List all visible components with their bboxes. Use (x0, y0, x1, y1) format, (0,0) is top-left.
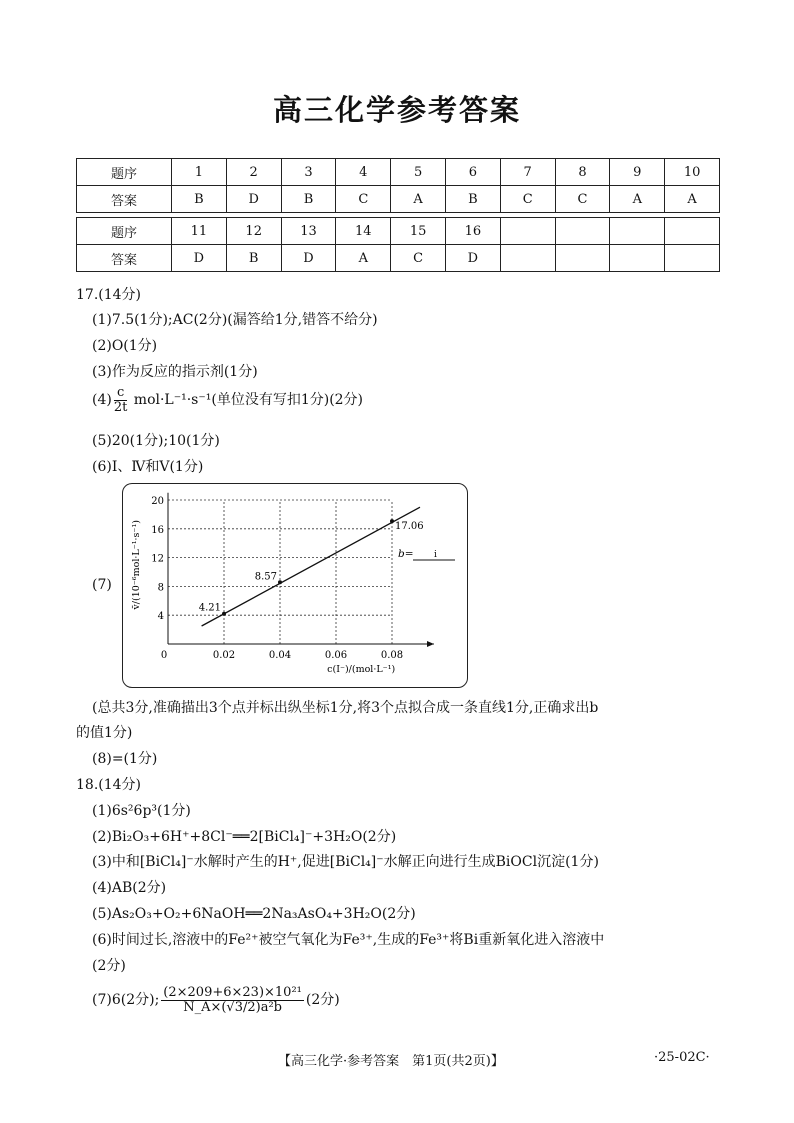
table-cell: 1 (172, 159, 227, 186)
table-cell: 2 (226, 159, 281, 186)
answer-table-1 (76, 158, 720, 213)
b-answer-mark: i (434, 550, 437, 560)
table-cell: 14 (336, 218, 391, 245)
rate-concentration-chart (123, 484, 467, 687)
table-cell (610, 218, 665, 245)
table-cell: A (665, 186, 720, 213)
q18-part-6-line-1: (6)时间过长,溶液中的Fe²⁺被空气氧化为Fe³⁺,生成的Fe³⁺将Bi重新氧化进入溶液中 (92, 932, 605, 948)
page-title: 高三化学参考答案 (272, 93, 521, 127)
table-cell: D (281, 245, 336, 272)
table-cell: A (391, 186, 446, 213)
row-label: 题序 (77, 218, 172, 245)
chart-frame (122, 483, 468, 688)
row-label: 答案 (77, 245, 172, 272)
table-cell: B (226, 245, 281, 272)
table-cell: D (226, 186, 281, 213)
y-axis-title: v̄/(10⁻⁶mol·L⁻¹·s⁻¹) (131, 520, 142, 610)
fraction-numerator: c (114, 386, 128, 401)
table-cell: A (336, 245, 391, 272)
data-point (390, 519, 394, 523)
fraction-numerator: (2×209+6×23)×10²¹ (163, 985, 302, 1000)
row-label: 题序 (77, 159, 172, 186)
fraction-denominator: 2t (113, 399, 128, 415)
table-cell: A (610, 186, 665, 213)
table-cell (665, 218, 720, 245)
y-tick-label: 4 (157, 611, 164, 623)
q17-part-5: (5)20(1分);10(1分) (92, 433, 220, 449)
table-cell (610, 245, 665, 272)
table-cell: 9 (610, 159, 665, 186)
table-cell: 7 (500, 159, 555, 186)
data-label: 4.21 (198, 602, 221, 614)
q18-part-1: (1)6s²6p³(1分) (92, 803, 191, 819)
x-tick-label: 0.04 (268, 650, 292, 661)
q18-part-7-suffix: (2分) (305, 992, 340, 1009)
q17-scoring-note-1: (总共3分,准确描出3个点并标出纵坐标1分,将3个点拟合成一条直线1分,正确求出b (92, 700, 599, 716)
table-cell (500, 245, 555, 272)
b-annotation-label: b= (398, 548, 414, 560)
q17-part-7-label: (7) (92, 577, 112, 593)
table-cell: 13 (281, 218, 336, 245)
q18-part-7 (92, 986, 340, 1014)
table-cell: 5 (391, 159, 446, 186)
table-cell: 8 (555, 159, 610, 186)
table-cell: 15 (391, 218, 446, 245)
question-17-heading: 17.(14分) (76, 287, 142, 303)
footer-page-info: 【高三化学·参考答案 第1页(共2页)】 (278, 1054, 504, 1069)
q18-part-5: (5)As₂O₃+O₂+6NaOH══2Na₃AsO₄+3H₂O(2分) (92, 906, 416, 922)
y-tick-label: 12 (151, 553, 164, 565)
table-cell: 10 (665, 159, 720, 186)
table-row-numbers (77, 159, 720, 186)
q17-part-4-prefix: (4) (92, 392, 112, 409)
question-18-heading: 18.(14分) (76, 777, 142, 793)
table-cell: 12 (226, 218, 281, 245)
x-tick-label: 0.02 (212, 650, 236, 661)
x-axis-title: c(I⁻)/(mol·L⁻¹) (327, 664, 396, 675)
table-cell: 11 (172, 218, 227, 245)
table-cell: 6 (445, 159, 500, 186)
y-tick-label: 20 (151, 496, 164, 507)
y-tick-label: 8 (157, 582, 164, 594)
table-cell: B (281, 186, 336, 213)
x-tick-label: 0 (160, 650, 168, 661)
q18-part-6-line-2: (2分) (92, 958, 126, 974)
table-row-numbers (77, 218, 720, 245)
q17-part-4 (92, 386, 363, 414)
table-cell: D (172, 245, 227, 272)
q18-part-4: (4)AB(2分) (92, 880, 167, 896)
table-cell (500, 218, 555, 245)
table-cell: 4 (336, 159, 391, 186)
table-row-answers (77, 186, 720, 213)
data-label: 8.57 (254, 571, 277, 583)
row-label: 答案 (77, 186, 172, 213)
table-cell: B (445, 186, 500, 213)
rate-fraction (114, 386, 128, 414)
fraction-denominator: N_A×(√3/2)a²b (183, 999, 282, 1015)
x-axis-arrow (427, 641, 434, 647)
q18-part-2: (2)Bi₂O₃+6H⁺+8Cl⁻══2[BiCl₄]⁻+3H₂O(2分) (92, 829, 397, 845)
table-cell (555, 218, 610, 245)
q17-part-2: (2)O(1分) (92, 338, 158, 354)
table-cell: C (391, 245, 446, 272)
table-cell: C (555, 186, 610, 213)
table-cell: D (445, 245, 500, 272)
table-row-answers (77, 245, 720, 272)
x-tick-label: 0.08 (380, 650, 404, 661)
table-cell: C (336, 186, 391, 213)
q18-part-7-prefix: (7)6(2分); (92, 992, 160, 1009)
density-fraction (161, 986, 304, 1014)
table-cell: C (500, 186, 555, 213)
y-tick-label: 16 (151, 524, 164, 536)
table-cell (555, 245, 610, 272)
table-cell: B (172, 186, 227, 213)
q17-part-1: (1)7.5(1分);AC(2分)(漏答给1分,错答不给分) (92, 312, 378, 328)
answer-table-2 (76, 217, 720, 272)
data-point (222, 612, 226, 616)
footer-code: ·25-02C· (654, 1050, 710, 1065)
table-cell: 3 (281, 159, 336, 186)
data-label: 17.06 (395, 521, 424, 533)
table-cell: 16 (445, 218, 500, 245)
q17-scoring-note-2: 的值1分) (76, 725, 133, 741)
q17-part-6: (6)Ⅰ、Ⅳ和Ⅴ(1分) (92, 459, 204, 475)
x-tick-label: 0.06 (324, 650, 348, 661)
data-point (278, 580, 282, 584)
fit-line (202, 507, 420, 626)
table-cell (665, 245, 720, 272)
q18-part-3: (3)中和[BiCl₄]⁻水解时产生的H⁺,促进[BiCl₄]⁻水解正向进行生成BiOCl沉淀(1分) (92, 854, 599, 870)
q17-part-8: (8)=(1分) (92, 751, 158, 767)
q17-part-3: (3)作为反应的指示剂(1分) (92, 364, 258, 380)
q17-part-4-suffix: mol·L⁻¹·s⁻¹(单位没有写扣1分)(2分) (129, 392, 364, 409)
